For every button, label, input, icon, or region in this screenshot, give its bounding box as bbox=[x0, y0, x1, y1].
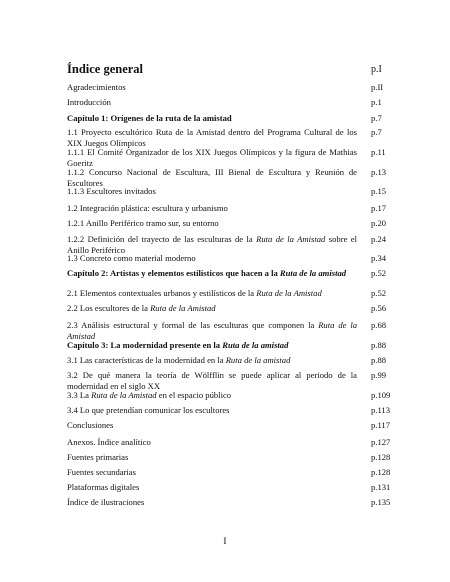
toc-entry: Plataformas digitales bbox=[67, 482, 140, 492]
toc-entry: 1.2.1 Anillo Periférico tramo sur, su entorno bbox=[67, 218, 219, 228]
toc-entry-italic-text: Ruta de la Amistad bbox=[256, 234, 326, 244]
toc-entry: Conclusiones bbox=[67, 420, 114, 430]
toc-entry-text: 3.1 Las características de la modernidad en la bbox=[67, 355, 226, 365]
toc-entry-page: p.113 bbox=[371, 405, 391, 415]
toc-entry: 1.1 Proyecto escultórico Ruta de la Amistad dentro del Programa Cultural de los XIX Juegos Olímpicos bbox=[67, 127, 357, 148]
toc-entry: Capítulo 1: Orígenes de la ruta de la amistad bbox=[67, 113, 232, 123]
toc-entry-page: p.68 bbox=[371, 320, 387, 330]
toc-entry-text: en el espacio público bbox=[156, 390, 232, 400]
toc-entry-page: p.17 bbox=[371, 203, 387, 213]
toc-entry bbox=[67, 303, 357, 314]
toc-title: Índice general bbox=[67, 62, 144, 76]
toc-entry bbox=[67, 288, 357, 299]
toc-entry-page: p.128 bbox=[371, 467, 391, 477]
toc-entry-page: p.127 bbox=[371, 437, 391, 447]
toc-entry bbox=[67, 320, 357, 341]
toc-entry: 1.1.3 Escultores invitados bbox=[67, 186, 156, 196]
toc-title-page: p.I bbox=[371, 64, 382, 75]
toc-entry-page: p.15 bbox=[371, 186, 387, 196]
toc-entry: Índice de ilustraciones bbox=[67, 497, 145, 507]
toc-entry-italic-text: Ruta de la Amistad bbox=[67, 320, 358, 341]
toc-entry-text: sobre el Anillo Periférico bbox=[67, 234, 357, 255]
toc-entry: 1.1.1 El Comité Organizador de los XIX Juegos Olímpicos y la figura de Mathias Goeritz bbox=[67, 147, 357, 168]
toc-entry-text: 3.3 La bbox=[67, 390, 92, 400]
toc-entry bbox=[67, 268, 357, 279]
toc-entry-page: p.7 bbox=[371, 113, 382, 123]
toc-entry-page: p.52 bbox=[371, 288, 387, 298]
toc-entry-page: p.99 bbox=[371, 370, 387, 380]
toc-entry-page: p.20 bbox=[371, 218, 387, 228]
toc-entry-page: p.117 bbox=[371, 420, 391, 430]
toc-entry: 3.2 De qué manera la teoría de Wölfflin se puede aplicar al periodo de la modernidad en el siglo XX bbox=[67, 370, 357, 391]
toc-entry-text: 2.2 Los escultores de la bbox=[67, 303, 151, 313]
toc-entry-text: 2.1 Elementos contextuales urbanos y estilísticos de la bbox=[67, 288, 257, 298]
toc-entry: 3.4 Lo que pretendían comunicar los escultores bbox=[67, 405, 230, 415]
toc-entry-page: p.88 bbox=[371, 340, 387, 350]
toc-entry-italic-text: Ruta de la amistad bbox=[222, 340, 289, 350]
toc-entry-page: p.56 bbox=[371, 303, 387, 313]
toc-entry bbox=[67, 355, 357, 366]
toc-entry bbox=[67, 234, 357, 255]
toc-entry: 1.3 Concreto como material moderno bbox=[67, 253, 196, 263]
toc-entry: Fuentes primarias bbox=[67, 452, 129, 462]
toc-entry: 1.1.2 Concurso Nacional de Escultura, III Bienal de Escultura y Reunión de Escultores bbox=[67, 167, 357, 188]
toc-entry: Anexos. Índice analítico bbox=[67, 437, 151, 447]
toc-entry-page: p.24 bbox=[371, 234, 387, 244]
toc-entry-text: Capítulo 3: La modernidad presente en la bbox=[67, 340, 223, 350]
toc-entry-page: p.13 bbox=[371, 167, 387, 177]
toc-entry: Agradecimientos bbox=[67, 82, 126, 92]
toc-entry-page: p.135 bbox=[371, 497, 391, 507]
toc-entry: 1.2 Integración plástica: escultura y urbanismo bbox=[67, 203, 228, 213]
toc-entry-italic-text: Ruta de la Amistad bbox=[150, 303, 216, 313]
toc-entry-text: 2.3 Análisis estructural y formal de las esculturas que componen la bbox=[67, 320, 319, 330]
toc-entry-italic-text: Ruta de la Amistad bbox=[91, 390, 157, 400]
toc-entry-page: p.11 bbox=[371, 147, 386, 157]
page-number-footer: I bbox=[223, 537, 227, 547]
toc-entry bbox=[67, 340, 357, 351]
toc-entry-text: 1.2.2 Definición del trayecto de las esculturas de la bbox=[67, 234, 257, 244]
toc-entry-page: p.131 bbox=[371, 482, 391, 492]
toc-entry-page: p.88 bbox=[371, 355, 387, 365]
toc-entry-page: p.109 bbox=[371, 390, 391, 400]
toc-entry-page: p.52 bbox=[371, 268, 387, 278]
toc-entry-page: p.1 bbox=[371, 97, 382, 107]
toc-entry-page: p.II bbox=[371, 82, 384, 92]
toc-entry-italic-text: Ruta de la amistad bbox=[225, 355, 291, 365]
toc-entry: Introducción bbox=[67, 97, 111, 107]
toc-entry-page: p.128 bbox=[371, 452, 391, 462]
toc-entry-italic-text: Ruta de la amistad bbox=[279, 268, 347, 278]
toc-entry-page: p.7 bbox=[371, 127, 382, 137]
toc-entry-page: p.34 bbox=[371, 253, 387, 263]
toc-entry: Fuentes secundarias bbox=[67, 467, 136, 477]
toc-entry-text: Capítulo 2: Artistas y elementos estilísticos que hacen a la bbox=[67, 268, 280, 278]
toc-entry-italic-text: Ruta de la Amistad bbox=[256, 288, 322, 298]
toc-entry bbox=[67, 390, 357, 401]
